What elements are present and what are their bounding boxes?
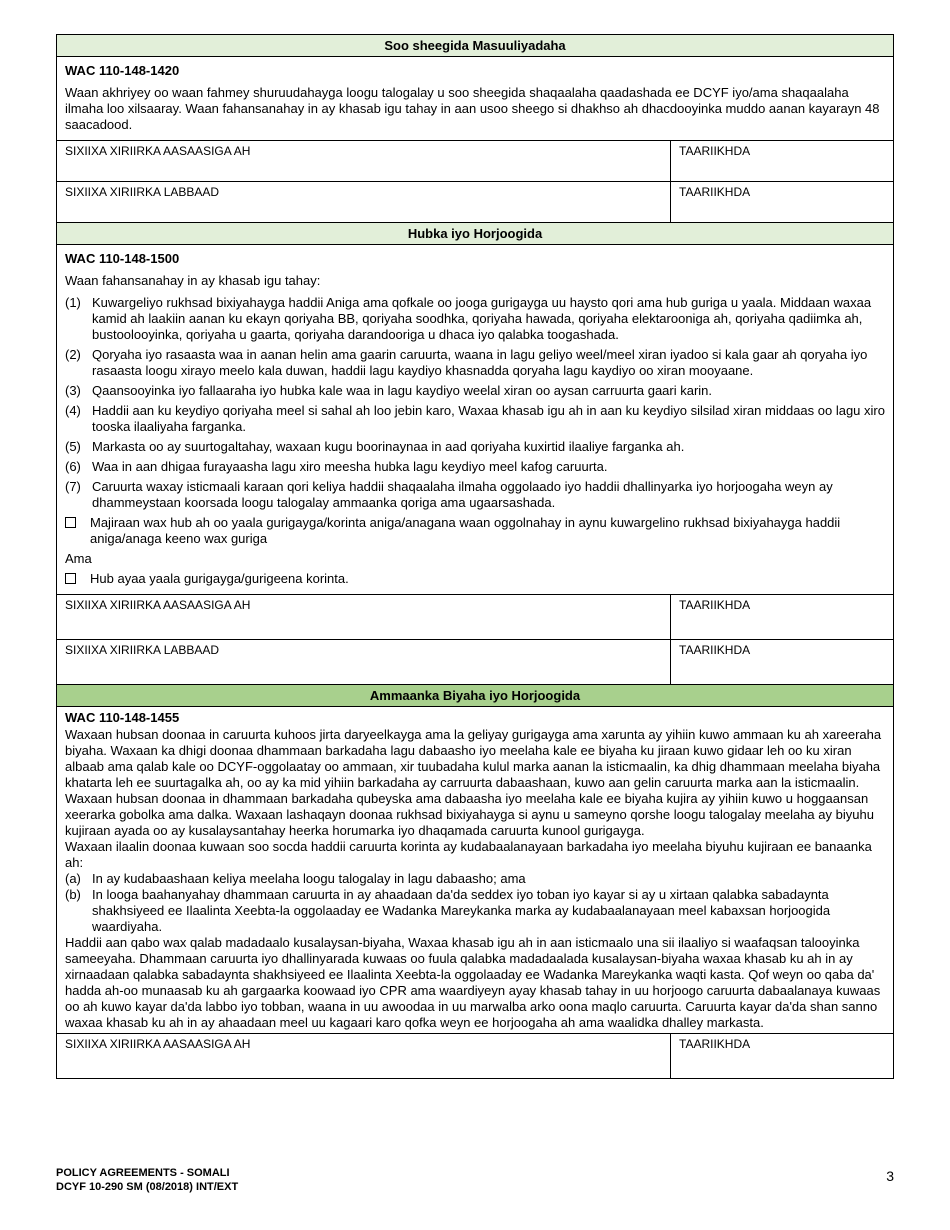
firearms-list bbox=[65, 295, 885, 587]
weapons-present-label: Hub ayaa yaala gurigayga/gurigeena korinta. bbox=[90, 571, 349, 586]
wac-code: WAC 110-148-1420 bbox=[65, 63, 180, 78]
section-water-safety bbox=[57, 707, 893, 1033]
wac-code: WAC 110-148-1455 bbox=[65, 710, 180, 725]
date-field[interactable]: TAARIIKHDA bbox=[679, 598, 751, 612]
signature-field-secondary[interactable]: SIXIIXA XIRIIRKA LABBAAD bbox=[57, 182, 671, 222]
list-item: (4) Haddii aan ku keydiyo qoriyaha meel si sahal ah loo jebin karo, Waxaa khasab igu ah in aan ku keydiyo silsilad xiran middaas oo lagu xiro tooska ilaaliyaha farganka. bbox=[65, 403, 885, 434]
list-item: (2) Qoryaha iyo rasaasta waa in aanan helin ama gaarin caruurta, waana in lagu geliyo weel/meel xiran iyadoo si kala gaar ah qoryaha iyo rasaasta loogu xirayo meelo kala duwan, haddii lagu kaydiyo khasnadda qoryaha lagu kaydiyo oo xiran mooyaane. bbox=[65, 347, 868, 378]
form-footer bbox=[56, 1166, 238, 1194]
section-header-water-safety: Ammaanka Biyaha iyo Horjoogida bbox=[57, 684, 893, 707]
reporting-text: Waan akhriyey oo waan fahmey shuruudahayga loogu talogalay u soo sheegida shaqaalaha qaadashada ee DCYF iyo/ama shaqaalaha ilmaha loo xilsaaray. Waan fahansanahay in ay khasab igu tahay in aan usoo sheego si dhakhso ah dhacdooyinka muddo aanan kayarayn 48 saacadood. bbox=[65, 85, 880, 132]
signature-row-secondary bbox=[57, 639, 893, 684]
water-paragraph-1: Waxaan hubsan doonaa in caruurta kuhoos jirta daryeelkayga ama la geliyay gurigayga ama xarunta ay yihiin kuwo ammaan ku ah xareeraha biyaha. Waxaan ka dhigi doonaa dhammaan barkadaha lagu dabaasho iyo meelaha kale ee biyaha ku jiraan kuwo gidaar leh oo ku xiran albaab ama qalab kale oo DCYF-oggolaatay oo ammaan, xir tuubadaha kulul marka aanan la isticmaalin, ka dhig dhammaan meelaha biyaha khatarta leh ee suurtagalka ah, oo ay ka mid yihiin barkadaha ay carruurta dabaashaan, kuwo aan gelin caruurta marka aan la isticmaalin. bbox=[65, 727, 882, 790]
no-weapons-label: Majiraan wax hub ah oo yaala gurigayga/korinta aniga/anagana waan oggolnahay in aynu kuwargelino rukhsad bixiyahayga haddii aniga/anaga keeno wax guriga bbox=[90, 515, 841, 546]
checkbox-no-weapons-row bbox=[65, 515, 885, 547]
date-field[interactable]: TAARIIKHDA bbox=[679, 185, 751, 199]
policy-form bbox=[56, 34, 894, 1079]
list-item: (3) Qaansooyinka iyo fallaaraha iyo hubka kale waa in lagu kaydiyo weelal xiran oo aysan carruurta gaari karin. bbox=[65, 383, 713, 398]
no-weapons-checkbox[interactable] bbox=[65, 517, 76, 528]
or-label: Ama bbox=[65, 551, 92, 566]
list-item: (5) Markasta oo ay suurtogaltahay, waxaan kugu boorinaynaa in aad qoriyaha kuxirtid ilaaliye farganka ah. bbox=[65, 439, 685, 454]
water-paragraph-2: Waxaan hubsan doonaa in dhammaan barkadaha qubeyska ama dabaasha iyo meelaha kale ee biyaha kujira ay yihiin kuwo u hoggaansan xeerarka gobolka ama dalka. Waxaan lashaqayn doonaa rukhsad bixiyahayga si aynu u sameyno qorshe loogu talogalay meelaha ay biyuhu kujiraan ayada oo ay kusalaysantahay heerka horumarka iyo dhaqamada caruurta kunool gurigayga. bbox=[65, 791, 874, 838]
list-item: (7) Caruurta waxay isticmaali karaan qori keliya haddii shaqaalaha ilmaha oggolaado iyo haddii dhallinyarka iyo horjoogaha weyn ay dhammeystaan koorsada loogu talogalay ammaanka qoriga ama ugaarsashada. bbox=[65, 479, 833, 510]
section-header-reporting: Soo sheegida Masuuliyadaha bbox=[57, 35, 893, 57]
signature-row-secondary bbox=[57, 181, 893, 222]
date-field[interactable]: TAARIIKHDA bbox=[679, 144, 751, 158]
footer-title: POLICY AGREEMENTS - SOMALI bbox=[56, 1167, 230, 1179]
list-item: (1) Kuwargeliyo rukhsad bixiyahayga haddii Aniga ama qofkale oo jooga gurigayga uu haysto qori ama hub guriga u yaala. Middaan waxaa kamid ah laakiin aanan ku ekayn qoriyaha BB, qoriyaha soodhka, qoriyaha hawada, qoriyaha elektarooniga ah, qoriyaha qadiimka ah, bustoolooyinka, qoriyaha u gaarta, qoriyaha darandooriga u dhaca iyo qalabka toogashada. bbox=[65, 295, 872, 342]
section-reporting bbox=[57, 57, 893, 140]
firearms-intro: Waan fahansanahay in ay khasab igu tahay: bbox=[65, 273, 321, 288]
signature-field-primary[interactable]: SIXIIXA XIRIIRKA AASAASIGA AH bbox=[57, 595, 671, 639]
weapons-present-checkbox[interactable] bbox=[65, 573, 76, 584]
signature-field-secondary[interactable]: SIXIIXA XIRIIRKA LABBAAD bbox=[57, 640, 671, 684]
page-number: 3 bbox=[886, 1168, 894, 1184]
signature-row-primary bbox=[57, 140, 893, 181]
checkbox-weapons-row bbox=[65, 571, 885, 587]
signature-field-primary[interactable]: SIXIIXA XIRIIRKA AASAASIGA AH bbox=[57, 141, 671, 181]
section-header-firearms: Hubka iyo Horjoogida bbox=[57, 222, 893, 245]
signature-row-primary bbox=[57, 594, 893, 639]
footer-form-id: DCYF 10-290 SM (08/2018) INT/EXT bbox=[56, 1181, 239, 1193]
list-item: (b) In looga baahanyahay dhammaan caruurta in ay ahaadaan da'da seddex iyo toban iyo kayar si ay u xirtaan qalabka sabadaynta shakhsiyeed ee Ilaalinta Xeebta-la oggolaaday ee Wadanka Mareykanka marka ay kudabaalanayaan meel kabaxsan horjoogida waardiyaha. bbox=[65, 887, 831, 934]
signature-row-primary bbox=[57, 1033, 893, 1078]
date-field[interactable]: TAARIIKHDA bbox=[679, 1037, 751, 1051]
list-item: (a) In ay kudabaashaan keliya meelaha loogu talogalay in lagu dabaasho; ama bbox=[65, 871, 526, 886]
signature-field-primary[interactable]: SIXIIXA XIRIIRKA AASAASIGA AH bbox=[57, 1034, 671, 1078]
date-field[interactable]: TAARIIKHDA bbox=[679, 643, 751, 657]
section-firearms bbox=[57, 245, 893, 594]
water-paragraph-4: Haddii aan qabo wax qalab madadaalo kusalaysan-biyaha, Waxaa khasab igu ah in aan isticmaalo una sii ilaaliyo si waafaqsan talooyinka sameeyaha. Dhammaan caruurta iyo dhallinyarada kuwaas oo fuula qalabka madadaalada kusalaysan-biyaha waxaa khasab ku ah in ay xirnaadaan qalabka sabadaynta shakhsiyeed ee Ilaalinta Xeebta-la oggolaaday ee Wadanka Mareykanka waqti kasta. Qof weyn oo qaba da' hadda ah-oo munaasab ku ah gargaarka koowaad iyo CPR ama waardiyeyn ayay khasab tahay in uu horjoogo caruurta dabaalanaya kuwaas oo ah kuwo kayar da'da labbo iyo tobban, waana in uu awoodaa in uu marwalba arko oona maqlo caruurta. Caruurta kayar da'da shan sanno waxaa khasab ku ah in ay ahaadaan meel uu kagaari karo qofka weyn ee horjoogaha ah ama waalidka dhalley markasta. bbox=[65, 935, 881, 1030]
wac-code: WAC 110-148-1500 bbox=[65, 251, 180, 266]
list-item: (6) Waa in aan dhigaa furayaasha lagu xiro meesha hubka lagu keydiyo meel kafog caruurta. bbox=[65, 459, 608, 474]
water-paragraph-3: Waxaan ilaalin doonaa kuwaan soo socda haddii caruurta korinta ay kudabaalanayaan barkadaha iyo meelaha biyuhu kujiraan ee banaanka ah: bbox=[65, 839, 872, 870]
